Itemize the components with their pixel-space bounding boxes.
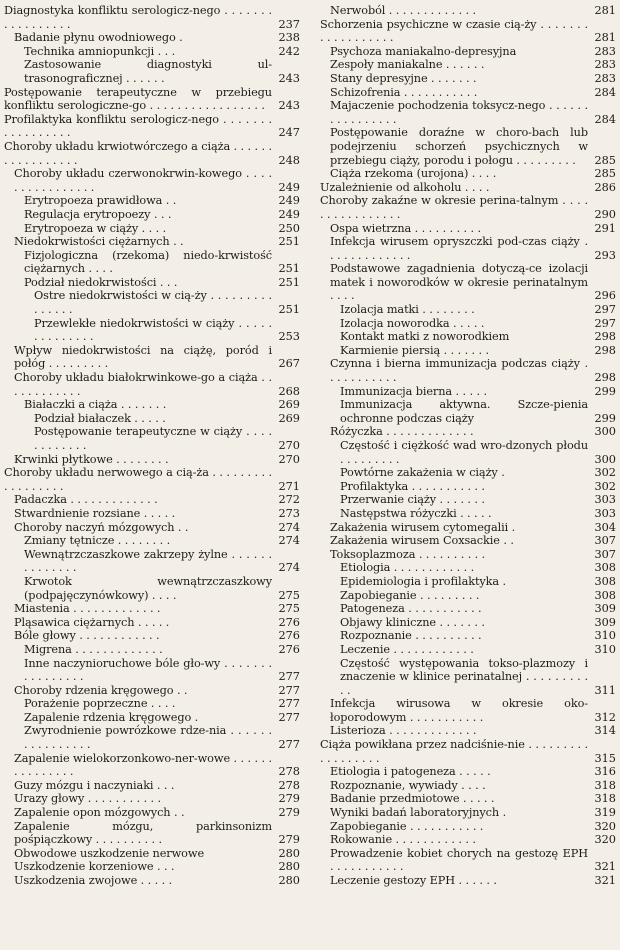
toc-entry-title: Choroby rdzenia kręgowego . . (14, 683, 188, 697)
toc-entry-title: Zmiany tętnicze . . . . . . . . (24, 534, 171, 548)
toc-entry (320, 167, 616, 181)
toc-entry-title: Niedokrwistości ciężarnych . . (14, 235, 184, 249)
toc-entry-title: Podział niedokrwistości . . . (24, 275, 178, 289)
toc-entry-page-number: 298 (594, 343, 616, 357)
toc-entry-title: Postępowanie terapeutyczne w przebiegu konfliktu serologiczne-go . . . . . . . . . . . . . . . . . (4, 85, 272, 113)
toc-entry (4, 235, 300, 249)
toc-entry-title: Inne naczynioruchowe bóle gło-wy . . . . . . . . . . . . . . . . (24, 656, 272, 684)
toc-entry (320, 385, 616, 399)
toc-entry-page-number: 309 (594, 602, 616, 616)
toc-entry-page-number: 316 (594, 765, 616, 779)
toc-entry (4, 222, 300, 236)
toc-entry (4, 548, 300, 575)
toc-entry-title: Uszkodzenia zwojowe . . . . . (14, 874, 173, 887)
toc-entry-page-number: 318 (594, 792, 616, 806)
toc-entry-title: Krwotok wewnątrzczaszkowy (podpajęczynówkowy) . . . . (24, 574, 272, 602)
toc-entry (4, 806, 300, 820)
toc-entry-page-number: 270 (278, 439, 300, 452)
toc-entry-page-number: 275 (278, 588, 300, 602)
toc-entry-page-number: 238 (278, 31, 300, 45)
toc-entry-title: Guzy mózgu i naczyniaki . . . (14, 778, 175, 792)
toc-entry-page-number: 283 (594, 58, 616, 72)
toc-entry (320, 181, 616, 195)
toc-entry (4, 398, 300, 412)
toc-entry-page-number: 250 (278, 221, 300, 235)
toc-entry (320, 425, 616, 439)
toc-entry-title: Profilaktyka . . . . . . . . . . . (340, 479, 485, 493)
toc-entry-page-number: 302 (594, 479, 616, 493)
toc-entry (320, 303, 616, 317)
toc-entry-title: Ostre niedokrwistości w cią-ży . . . . . . . . . . . . . . . (34, 289, 272, 317)
toc-entry-page-number: 321 (594, 874, 616, 887)
toc-entry-page-number: 308 (594, 588, 616, 602)
toc-entry (4, 58, 300, 85)
toc-entry-page-number: 270 (278, 452, 300, 466)
toc-entry (4, 616, 300, 630)
toc-entry (4, 249, 300, 276)
toc-entry-title: Postępowanie doraźne w choro-bach lub podejrzeniu schorzeń psychicznych w przebiegu ciąży, porodu i połogu . . . . . . . . . (330, 126, 588, 167)
toc-entry-title: Zakażenia wirusem Coxsackie . . (330, 534, 514, 548)
toc-entry-page-number: 251 (278, 303, 300, 317)
toc-entry-page-number: 309 (594, 615, 616, 629)
toc-entry (4, 45, 300, 59)
toc-entry-title: Zapobieganie . . . . . . . . . (340, 588, 480, 602)
toc-entry-title: Uszkodzenie korzeniowe . . . (14, 860, 175, 874)
toc-entry (320, 792, 616, 806)
toc-entry (4, 466, 300, 493)
toc-entry-page-number: 271 (278, 479, 300, 493)
toc-entry-title: Leczenie gestozy EPH . . . . . . (330, 874, 497, 887)
toc-entry (4, 792, 300, 806)
toc-entry (320, 874, 616, 888)
toc-entry (320, 4, 616, 18)
toc-entry-title: Infekcja wirusem opryszczki pod-czas ciąży . . . . . . . . . . . . . (330, 235, 588, 262)
toc-entry-page-number: 298 (594, 330, 616, 344)
toc-entry-title: Immunizacja aktywna. Szcze-pienia ochronne podczas ciąży (340, 398, 588, 425)
toc-entry-title: Epidemiologia i profilaktyka . (340, 574, 507, 588)
toc-entry (320, 833, 616, 847)
toc-entry-title: Zapalenie mózgu, parkinsonizm pośpiączkowy . . . . . . . . . . (14, 819, 272, 847)
toc-entry (320, 72, 616, 86)
toc-entry (320, 589, 616, 603)
toc-entry-title: Choroby zakaźne w okresie perina-talnym . . . . . . . . . . . . . . . . (320, 194, 588, 221)
toc-entry-title: Powtórne zakażenia w ciąży . (340, 466, 505, 480)
toc-entry-title: Toksoplazmoza . . . . . . . . . . (330, 547, 486, 561)
toc-entry-title: Izolacja matki . . . . . . . . (340, 303, 475, 317)
toc-entry-title: Infekcja wirusowa w okresie oko-łoporodowym . . . . . . . . . . . (330, 697, 588, 724)
toc-entry-page-number: 277 (278, 738, 300, 752)
toc-entry-page-number: 277 (278, 697, 300, 711)
toc-entry-page-number: 284 (594, 85, 616, 99)
toc-entry (4, 140, 300, 167)
toc-entry (4, 4, 300, 31)
toc-entry-page-number: 237 (278, 17, 300, 31)
toc-entry-title: Zapalenie rdzenia kręgowego . (24, 710, 199, 724)
toc-entry (320, 806, 616, 820)
toc-entry-title: Patogeneza . . . . . . . . . . . (340, 602, 482, 616)
toc-entry-page-number: 297 (594, 303, 616, 317)
toc-entry-page-number: 269 (278, 398, 300, 412)
toc-entry-title: Listerioza . . . . . . . . . . . . . (330, 724, 477, 738)
toc-entry (4, 534, 300, 548)
toc-entry-page-number: 300 (594, 452, 616, 466)
toc-entry (4, 493, 300, 507)
toc-entry-title: Immunizacja bierna . . . . . (340, 384, 487, 398)
toc-entry-title: Zapalenie opon mózgowych . . (14, 806, 185, 820)
toc-entry (4, 779, 300, 793)
toc-entry-title: Rozpoznanie, wywiady . . . . (330, 778, 486, 792)
toc-entry-title: Choroby naczyń mózgowych . . (14, 520, 189, 534)
toc-entry-page-number: 251 (278, 275, 300, 289)
toc-entry-page-number: 307 (594, 534, 616, 548)
toc-entry-page-number: 273 (278, 506, 300, 520)
toc-entry-page-number: 269 (278, 411, 300, 425)
toc-entry (4, 167, 300, 194)
toc-entry-title: Zakażenia wirusem cytomegalii . (330, 520, 516, 534)
toc-entry-page-number: 297 (594, 316, 616, 330)
toc-entry-page-number: 308 (594, 561, 616, 575)
toc-entry-title: Ciąża rzekoma (urojona) . . . . (330, 167, 497, 181)
toc-entry-title: Padaczka . . . . . . . . . . . . . (14, 493, 158, 507)
toc-entry-title: Prowadzenie kobiet chorych na gestozę EPH . . . . . . . . . . . (330, 846, 588, 874)
toc-entry-page-number: 279 (278, 806, 300, 820)
toc-entry-page-number: 280 (278, 874, 300, 887)
toc-entry (320, 820, 616, 834)
toc-entry-title: Nerwoból . . . . . . . . . . . . . (330, 4, 477, 17)
toc-entry-title: Stwardnienie rozsiane . . . . . (14, 506, 176, 520)
toc-entry (320, 602, 616, 616)
toc-entry-title: Badanie płynu owodniowego . (14, 31, 183, 45)
toc-entry (320, 575, 616, 589)
toc-entry-page-number: 307 (594, 547, 616, 561)
toc-entry (4, 874, 300, 888)
toc-entry-title: Kontakt matki z noworodkiem (340, 330, 510, 344)
toc-entry (320, 330, 616, 344)
toc-entry-page-number: 279 (278, 792, 300, 806)
toc-entry-page-number: 304 (594, 520, 616, 534)
toc-entry (4, 276, 300, 290)
toc-entry-page-number: 298 (594, 371, 616, 385)
toc-entry-page-number: 268 (278, 384, 300, 398)
toc-entry-title: Następstwa różyczki . . . . . (340, 506, 492, 520)
toc-entry-page-number: 267 (278, 357, 300, 371)
toc-entry-page-number: 242 (278, 44, 300, 58)
toc-entry (320, 643, 616, 657)
toc-entry-title: Schizofrenia . . . . . . . . . . . (330, 85, 478, 99)
toc-entry (4, 344, 300, 371)
toc-entry-title: Karmienie piersią . . . . . . . (340, 343, 490, 357)
toc-entry-page-number: 283 (594, 44, 616, 58)
toc-entry-title: Pląsawica ciężarnych . . . . . (14, 615, 170, 629)
toc-entry (4, 412, 300, 426)
toc-entry-title: Postępowanie terapeutyczne w ciąży . . . . . . . . . . . . (34, 425, 272, 452)
toc-entry-title: Psychoza maniakalno-depresyjna (330, 44, 517, 58)
toc-entry (4, 684, 300, 698)
toc-entry-title: Wyniki badań laboratoryjnych . (330, 806, 507, 820)
toc-entry (4, 425, 300, 452)
toc-entry (4, 860, 300, 874)
toc-entry-title: Badanie przedmiotowe . . . . . (330, 792, 495, 806)
toc-entry (4, 289, 300, 316)
toc-entry-page-number: 284 (594, 112, 616, 126)
toc-entry-title: Rokowanie . . . . . . . . . . . . (330, 833, 476, 847)
toc-entry-title: Stany depresyjne . . . . . . . (330, 71, 477, 85)
toc-entry (4, 724, 300, 751)
toc-entry (4, 629, 300, 643)
toc-entry-title: Ospa wietrzna . . . . . . . . . . (330, 221, 482, 235)
toc-entry-page-number: 277 (278, 670, 300, 684)
toc-entry-page-number: 243 (278, 71, 300, 85)
toc-entry-page-number: 300 (594, 425, 616, 439)
toc-entry (4, 113, 300, 140)
toc-entry (4, 697, 300, 711)
toc-entry-page-number: 318 (594, 778, 616, 792)
toc-entry-title: Częstość występowania tokso-plazmozy i znaczenie w klinice perinatalnej . . . . . . . . . . . (340, 656, 588, 697)
toc-entry (320, 561, 616, 575)
toc-entry-title: Porażenie poprzeczne . . . . (24, 697, 176, 711)
toc-entry (4, 602, 300, 616)
toc-entry-page-number: 276 (278, 615, 300, 629)
toc-entry (320, 507, 616, 521)
toc-entry (320, 58, 616, 72)
toc-entry (320, 222, 616, 236)
toc-entry-page-number: 285 (594, 153, 616, 167)
toc-entry (320, 629, 616, 643)
toc-entry-page-number: 279 (278, 833, 300, 847)
toc-entry-page-number: 249 (278, 194, 300, 208)
toc-entry (4, 643, 300, 657)
toc-entry (320, 466, 616, 480)
toc-entry-page-number: 277 (278, 683, 300, 697)
toc-entry-title: Regulacja erytropoezy . . . (24, 207, 172, 221)
toc-entry-page-number: 299 (594, 411, 616, 425)
toc-entry-title: Bóle głowy . . . . . . . . . . . . (14, 629, 160, 643)
toc-entry-title: Miastenia . . . . . . . . . . . . . (14, 602, 161, 616)
toc-entry-title: Wewnątrzczaszkowe zakrzepy żylne . . . . . . . . . . . . . . (24, 547, 272, 575)
toc-entry-page-number: 303 (594, 493, 616, 507)
toc-entry-title: Krwinki płytkowe . . . . . . . . (14, 452, 169, 466)
toc-entry (320, 439, 616, 466)
toc-entry-page-number: 274 (278, 561, 300, 575)
toc-entry-page-number: 302 (594, 466, 616, 480)
toc-entry (320, 493, 616, 507)
toc-entry-title: Leczenie . . . . . . . . . . . . (340, 642, 474, 656)
toc-entry-page-number: 310 (594, 642, 616, 656)
toc-entry (4, 507, 300, 521)
toc-entry-page-number: 277 (278, 710, 300, 724)
toc-entry-page-number: 251 (278, 262, 300, 276)
toc-entry-page-number: 303 (594, 506, 616, 520)
toc-entry (320, 779, 616, 793)
toc-entry-title: Choroby układu czerwonokrwin-kowego . . . . . . . . . . . . . . . . (14, 167, 272, 194)
toc-entry-title: Uzależnienie od alkoholu . . . . (320, 180, 490, 194)
toc-entry (4, 31, 300, 45)
toc-entry-page-number: 278 (278, 765, 300, 779)
toc-entry (4, 521, 300, 535)
toc-entry-page-number: 249 (278, 180, 300, 194)
toc-entry (4, 575, 300, 602)
toc-entry (320, 86, 616, 100)
toc-entry (320, 357, 616, 384)
toc-entry (320, 521, 616, 535)
toc-entry (320, 235, 616, 262)
toc-entry-title: Rozpoznanie . . . . . . . . . . (340, 629, 482, 643)
toc-entry (4, 847, 300, 861)
toc-entry-title: Technika amniopunkcji . . . (24, 44, 176, 58)
toc-entry-page-number: 251 (278, 235, 300, 249)
toc-entry (320, 99, 616, 126)
toc-entry-title: Podstawowe zagadnienia dotyczą-ce izolacji matek i noworodków w okresie perinatalnym . . . . (330, 262, 588, 303)
toc-entry-title: Izolacja noworodka . . . . . (340, 316, 485, 330)
toc-entry-page-number: 253 (278, 330, 300, 344)
toc-entry-title: Zapalenie wielokorzonkowo-ner-wowe . . . . . . . . . . . . . . . (14, 751, 272, 779)
toc-entry (320, 765, 616, 779)
toc-entry (4, 194, 300, 208)
toc-entry-title: Etiologia i patogeneza . . . . . (330, 765, 491, 779)
toc-entry (320, 847, 616, 874)
toc-entry-title: Zespoły maniakalne . . . . . . (330, 58, 485, 72)
toc-entry (320, 344, 616, 358)
toc-entry-page-number: 320 (594, 819, 616, 833)
toc-entry-title: Czynna i bierna immunizacja podczas ciąży . . . . . . . . . . . (330, 357, 588, 385)
toc-entry-page-number: 276 (278, 642, 300, 656)
toc-entry (320, 697, 616, 724)
toc-entry-title: Przerwanie ciąży . . . . . . . (340, 493, 485, 507)
toc-entry-title: Fizjologiczna (rzekoma) niedo-krwistość ciężarnych . . . . (24, 248, 272, 276)
toc-entry (320, 534, 616, 548)
toc-entry-page-number: 275 (278, 602, 300, 616)
toc-entry-page-number: 285 (594, 167, 616, 181)
toc-entry (4, 752, 300, 779)
toc-entry-title: Podział białaczek . . . . . (34, 411, 166, 425)
toc-entry-title: Erytropoeza w ciąży . . . . (24, 221, 167, 235)
toc-entry-page-number: 310 (594, 629, 616, 643)
toc-entry-page-number: 290 (594, 207, 616, 221)
toc-entry-title: Choroby układu nerwowego a cią-ża . . . . . . . . . . . . . . . . . . (4, 466, 272, 493)
toc-entry-page-number: 280 (278, 846, 300, 860)
toc-entry-page-number: 247 (278, 126, 300, 140)
toc-entry-title: Częstość i ciężkość wad wro-dzonych płodu . . . . . . . . . (340, 439, 588, 466)
toc-entry-title: Białaczki a ciąża . . . . . . . (24, 398, 167, 412)
toc-entry-page-number: 299 (594, 384, 616, 398)
toc-entry (4, 208, 300, 222)
toc-entry (320, 738, 616, 765)
toc-entry-page-number: 321 (594, 860, 616, 874)
toc-entry (4, 371, 300, 398)
toc-entry (320, 45, 616, 59)
toc-left-column (4, 4, 300, 888)
toc-entry-title: Diagnostyka konfliktu serologicz-nego . . . . . . . . . . . . . . . . . (4, 4, 272, 31)
toc-right-column (320, 4, 616, 888)
toc-entry-page-number: 312 (594, 710, 616, 724)
toc-entry (320, 126, 616, 167)
toc-entry-page-number: 293 (594, 248, 616, 262)
toc-entry-title: Objawy kliniczne . . . . . . . (340, 615, 485, 629)
toc-entry-page-number: 281 (594, 4, 616, 17)
toc-entry (320, 398, 616, 425)
toc-entry-title: Profilaktyka konfliktu serologicz-nego . . . . . . . . . . . . . . . . . (4, 112, 272, 140)
toc-entry (320, 262, 616, 303)
toc-entry-page-number: 311 (594, 683, 616, 697)
toc-entry-title: Choroby układu krwiotwórczego a ciąża . . . . . . . . . . . . . . . . . (4, 139, 272, 167)
toc-entry-title: Majaczenie pochodzenia toksycz-nego . . . . . . . . . . . . . . . . (330, 99, 588, 126)
toc-entry-page-number: 286 (594, 180, 616, 194)
toc-entry-page-number: 274 (278, 534, 300, 548)
toc-entry (320, 18, 616, 45)
toc-entry-page-number: 320 (594, 833, 616, 847)
toc-entry-title: Zwyrodnienie powrózkowe rdze-nia . . . . . . . . . . . . . . . . (24, 724, 272, 752)
toc-entry-page-number: 308 (594, 574, 616, 588)
toc-entry-page-number: 272 (278, 493, 300, 507)
toc-entry-page-number: 315 (594, 751, 616, 765)
toc-entry-title: Przewlekłe niedokrwistości w ciąży . . . . . . . . . . . . . . (34, 316, 272, 344)
toc-entry (320, 480, 616, 494)
toc-entry-page-number: 243 (278, 99, 300, 113)
toc-entry (320, 194, 616, 221)
toc-entry-page-number: 314 (594, 724, 616, 738)
toc-entry (320, 548, 616, 562)
toc-entry-title: Ciąża powikłana przez nadciśnie-nie . . . . . . . . . . . . . . . . . . (320, 738, 588, 765)
toc-entry-title: Erytropoeza prawidłowa . . (24, 194, 177, 208)
toc-entry (320, 317, 616, 331)
toc-entry (4, 820, 300, 847)
toc-entry-page-number: 249 (278, 207, 300, 221)
toc-entry (4, 86, 300, 113)
toc-entry (320, 724, 616, 738)
toc-entry-title: Etiologia . . . . . . . . . . . . (340, 561, 475, 575)
toc-entry-page-number: 278 (278, 778, 300, 792)
toc-entry (4, 317, 300, 344)
toc-entry-title: Obwodowe uszkodzenie nerwowe (14, 846, 205, 860)
toc-entry-title: Zapobieganie . . . . . . . . . . . (330, 819, 484, 833)
toc-entry-title: Migrena . . . . . . . . . . . . . (24, 642, 163, 656)
toc-entry-title: Wpływ niedokrwistości na ciążę, poród i połóg . . . . . . . . . (14, 343, 272, 371)
toc-entry (320, 657, 616, 698)
toc-entry (320, 616, 616, 630)
toc-entry-page-number: 296 (594, 289, 616, 303)
toc-entry (4, 453, 300, 467)
toc-entry (4, 657, 300, 684)
toc-entry-title: Różyczka . . . . . . . . . . . . . (330, 425, 474, 439)
toc-entry-page-number: 281 (594, 31, 616, 45)
toc-entry-page-number: 276 (278, 629, 300, 643)
toc-entry-page-number: 274 (278, 520, 300, 534)
toc-entry-page-number: 291 (594, 221, 616, 235)
toc-entry-title: Urazy głowy . . . . . . . . . . . (14, 792, 162, 806)
toc-entry-title: Choroby układu białokrwinkowe-go a ciąża . . . . . . . . . . . . (14, 371, 272, 398)
toc-entry-title: Schorzenia psychiczne w czasie cią-ży . . . . . . . . . . . . . . . . . . (320, 17, 588, 45)
toc-entry-page-number: 280 (278, 860, 300, 874)
toc-entry-page-number: 248 (278, 153, 300, 167)
toc-entry (4, 711, 300, 725)
toc-entry-page-number: 319 (594, 806, 616, 820)
toc-entry-title: Zastosowanie diagnostyki ul-trasonograficznej . . . . . . (24, 58, 272, 85)
toc-entry-page-number: 283 (594, 71, 616, 85)
